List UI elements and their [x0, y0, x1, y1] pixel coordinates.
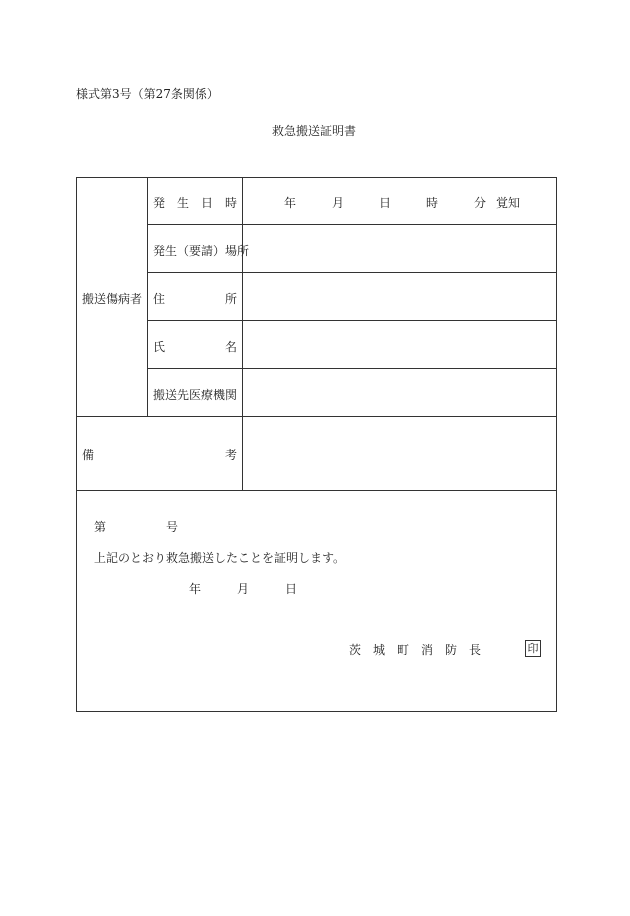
issuer-fire-chief: 茨 城 町 消 防 長 — [349, 643, 482, 657]
form-number: 様式第3号（第27条関係） — [76, 87, 219, 101]
certificate-number-prefix: 第 — [94, 520, 107, 534]
destination-hospital-field[interactable] — [243, 369, 555, 415]
hour-unit: 時 — [426, 196, 439, 210]
certificate-month-unit: 月 — [237, 582, 250, 596]
certificate-year-unit: 年 — [189, 582, 202, 596]
certificate-number-suffix: 号 — [166, 520, 179, 534]
label-address-right: 所 — [225, 292, 238, 306]
label-address-left: 住 — [153, 292, 166, 306]
label-remarks-right: 考 — [225, 448, 238, 462]
label-name-left: 氏 — [153, 340, 166, 354]
label-destination-hospital: 搬送先医療機関 — [153, 388, 238, 402]
year-unit: 年 — [284, 196, 297, 210]
name-field[interactable] — [243, 321, 555, 367]
label-occurrence-location: 発生（要請）場所 — [153, 244, 250, 258]
label-remarks-left: 備 — [82, 448, 95, 462]
occurrence-location-field[interactable] — [243, 225, 555, 271]
seal-mark: 印 — [525, 640, 541, 657]
label-name-right: 名 — [225, 340, 238, 354]
day-unit: 日 — [379, 196, 392, 210]
section-label-transported-patient: 搬送傷病者 — [82, 292, 143, 306]
minute-unit: 分 — [474, 196, 487, 210]
awareness-label: 覚知 — [496, 196, 521, 210]
document-title: 救急搬送証明書 — [272, 124, 357, 138]
label-occurrence-datetime: 発 生 日 時 — [153, 196, 238, 210]
remarks-field[interactable] — [243, 417, 555, 489]
certificate-statement: 上記のとおり救急搬送したことを証明します。 — [94, 551, 346, 565]
address-field[interactable] — [243, 273, 555, 319]
certificate-day-unit: 日 — [285, 582, 298, 596]
month-unit: 月 — [332, 196, 345, 210]
